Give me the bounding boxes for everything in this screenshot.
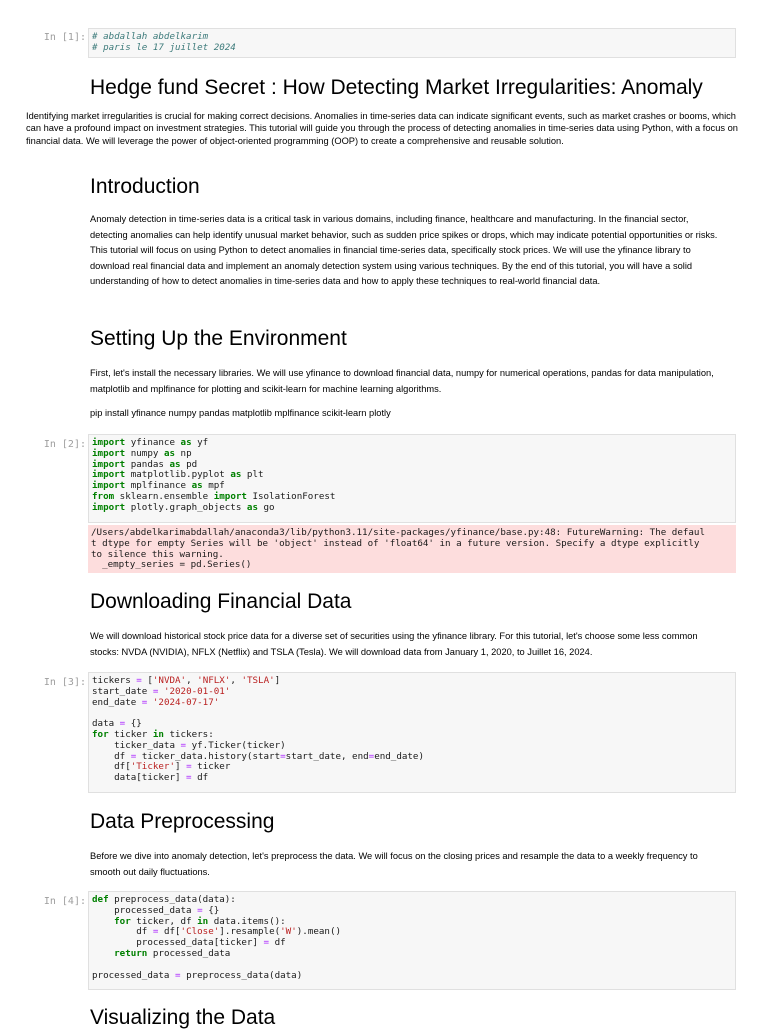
heading-download: Downloading Financial Data	[90, 590, 352, 613]
heading-introduction: Introduction	[90, 175, 200, 198]
setup-text: First, let's install the necessary libraries. We will use yfinance to download financial data, numpy for numerical operations, pandas for data manipulation, matplotlib and mplfinance for plotting and scikit-learn for machine learning algorithms.	[90, 368, 714, 394]
code-editor[interactable]: def preprocess_data(data): processed_data = {} for ticker, df in data.items(): df = df['Close'].resample('W').mean() processed_data[ticker] = df return processed_data processed_data = preprocess_data(data)	[88, 891, 736, 990]
warning-output: /Users/abdelkarimabdallah/anaconda3/lib/python3.11/site-packages/yfinance/base.py:48: FutureWarning: The defaul t dtype for empty Series will be 'object' instead of 'float64' in a future version. Specify a dtype explicitly to silence this warning. _empty_series = pd.Series()	[88, 525, 736, 573]
cell-prompt: In [1]:	[43, 32, 86, 43]
cell-prompt: In [3]:	[43, 677, 86, 688]
code-comment: # abdallah abdelkarim	[92, 31, 209, 42]
code-editor[interactable]: tickers = ['NVDA', 'NFLX', 'TSLA'] start_date = '2020-01-01' end_date = '2024-07-17' data = {} for ticker in tickers: ticker_data = yf.Ticker(ticker) df = ticker_data.history(start=start_date, end=end_date) df['Ticker'] = ticker data[ticker] = df	[88, 672, 736, 793]
code-editor[interactable]	[88, 28, 736, 58]
heading-visualizing: Visualizing the Data	[90, 1006, 276, 1029]
introduction-text: Anomaly detection in time-series data is a critical task in various domains, including finance, healthcare and manufacturing. In the financial sector, detecting anomalies can help identify unusual market behavior, such as sudden price spikes or drops, which may indicate potential opportunities or risks. This tutorial will focus on using Python to detect anomalies in financial time-series data, specifically stock prices. We will use the yfinance library to download real financial data and implement an anomaly detection system using various techniques. By the end of this tutorial, you will have a solid understanding of how to detect anomalies in time-series data and how to apply these techniques to real-world financial data.	[90, 214, 718, 286]
page-title: Hedge fund Secret : How Detecting Market Irregularities: Anomaly	[90, 76, 703, 99]
heading-preprocessing: Data Preprocessing	[90, 810, 275, 833]
pip-install-text: pip install yfinance numpy pandas matplotlib mplfinance scikit-learn plotly	[90, 408, 391, 418]
cell-prompt: In [4]:	[43, 896, 86, 907]
code-comment: # paris le 17 juillet 2024	[92, 41, 236, 53]
code-editor[interactable]: import yfinance as yf import numpy as np import pandas as pd import matplotlib.pyplot as plt import mplfinance as mpf from sklearn.ensemble import IsolationForest import plotly.graph_objects as go	[88, 434, 736, 523]
preprocessing-text: Before we dive into anomaly detection, let's preprocess the data. We will focus on the closing prices and resample the data to a weekly frequency to smooth out daily fluctuations.	[90, 851, 698, 877]
cell-prompt: In [2]:	[43, 439, 86, 450]
intro-paragraph: Identifying market irregularities is crucial for making correct decisions. Anomalies in time-series data can indicate significant events, such as market crashes or booms, which can have a profound impact on investment strategies. This tutorial will guide you through the process of detecting anomalies in time-series data using Python, with a focus on financial data. We will leverage the power of object-oriented programming (OOP) to create a comprehensive and reusable solution.	[26, 111, 738, 146]
download-text: We will download historical stock price data for a diverse set of securities using the yfinance library. For this tutorial, let's choose some less common stocks: NVDA (NVIDIA), NFLX (Netflix) and TSLA (Tesla). We will download data from January 1, 2020, to Juillet 16, 2024.	[90, 631, 698, 657]
heading-setup: Setting Up the Environment	[90, 327, 347, 350]
